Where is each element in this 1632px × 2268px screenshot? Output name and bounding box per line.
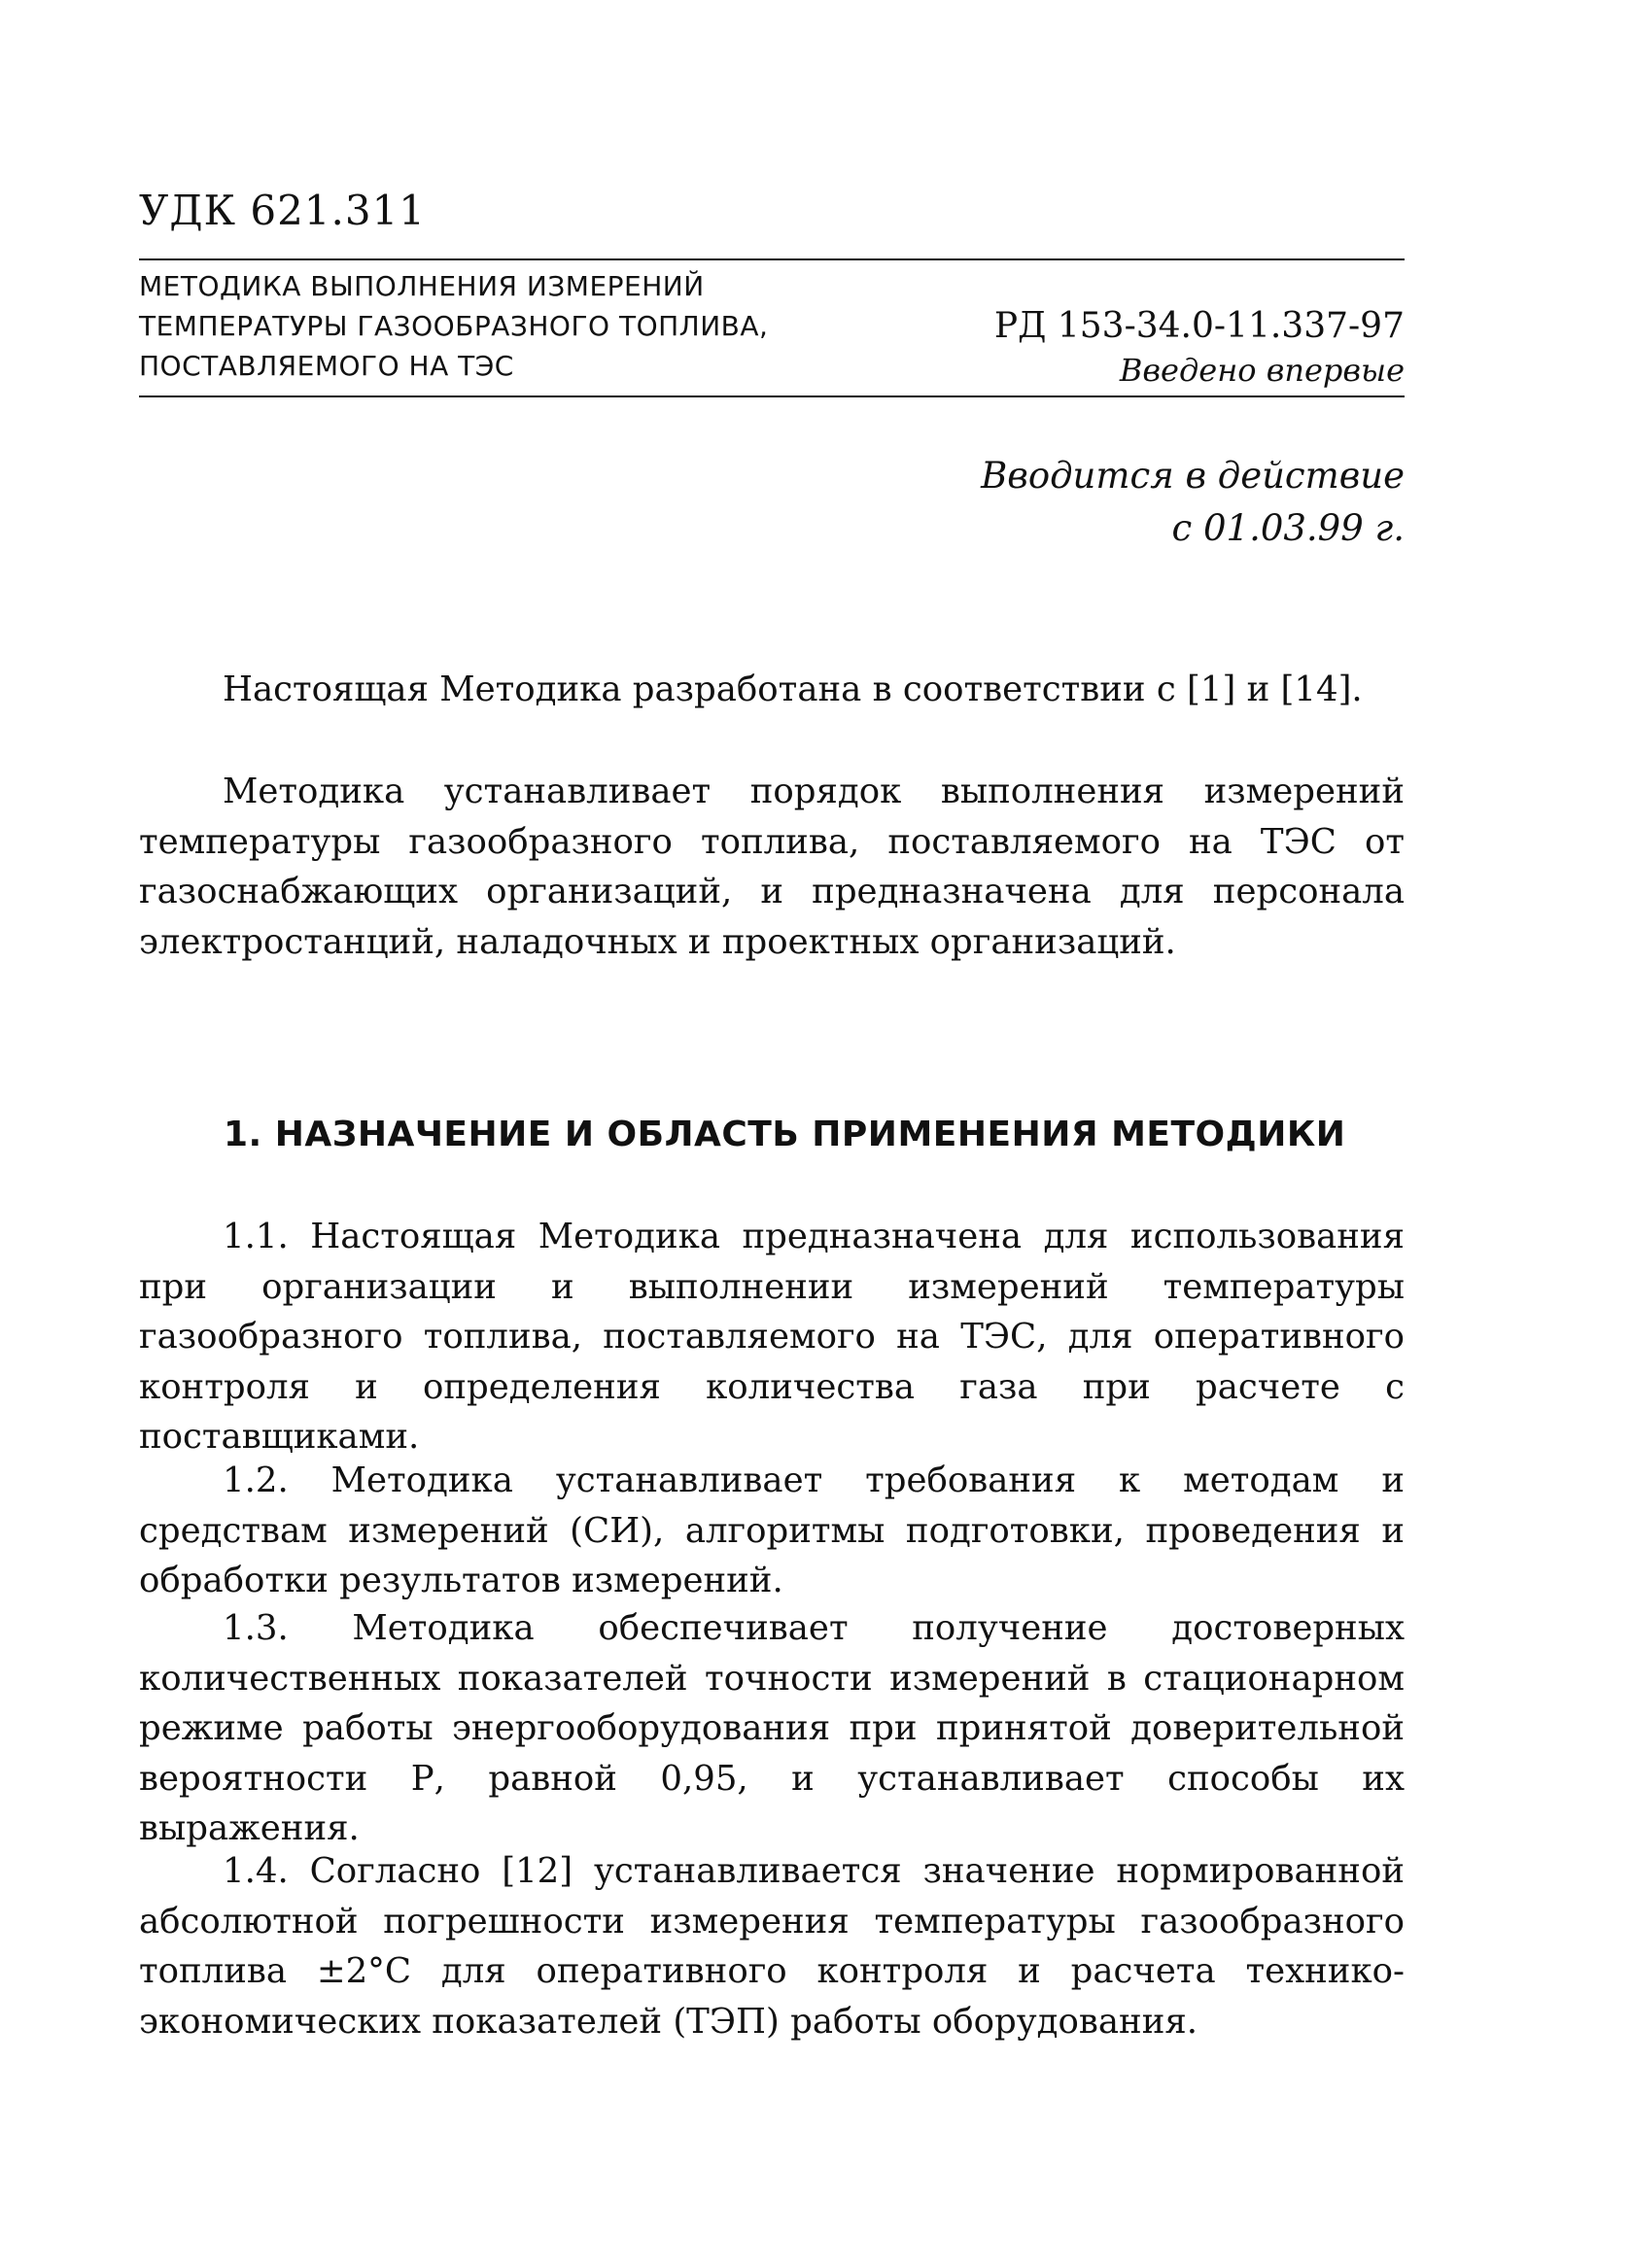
effective-date-block	[981, 450, 1405, 555]
intro-paragraph	[139, 665, 1405, 715]
section-heading: 1. НАЗНАЧЕНИЕ И ОБЛАСТЬ ПРИМЕНЕНИЯ МЕТОДИКИ	[224, 1115, 1346, 1154]
document-title	[139, 266, 768, 386]
intro-paragraph-text: Настоящая Методика разработана в соответствии с [1] и [14].	[223, 670, 1363, 709]
section-paragraph-text: 1.4. Согласно [12] устанавливается значение нормированной абсолютной погрешности измерения температуры газообразного топлива ±2°С для оперативного контроля и расчета технико-экономических показателей (ТЭП) работы оборудования.	[139, 1851, 1405, 2042]
effective-date: с 01.03.99 г.	[1171, 507, 1405, 549]
document-title-line: МЕТОДИКА ВЫПОЛНЕНИЯ ИЗМЕРЕНИЙ	[139, 270, 705, 302]
section-paragraph	[139, 1603, 1405, 1854]
intro-paragraph-text: Методика устанавливает порядок выполнения измерений температуры газообразного топлива, поставляемого на ТЭС от газоснабжающих организаций, и предназначена для персонала электростанций, наладочных и проектных организаций.	[139, 772, 1405, 962]
udc-code: УДК 621.311	[139, 187, 427, 234]
document-title-line: ПОСТАВЛЯЕМОГО НА ТЭС	[139, 350, 514, 382]
document-title-line: ТЕМПЕРАТУРЫ ГАЗООБРАЗНОГО ТОПЛИВА,	[139, 310, 769, 342]
section-paragraph-text: 1.3. Методика обеспечивает получение достоверных количественных показателей точности измерений в стационарном режиме работы энергооборудования при принятой доверительной вероятности Р, равной 0,95, и устанавливает способы их выражения.	[139, 1608, 1405, 1848]
document-code: РД 153-34.0-11.337-97	[993, 306, 1405, 346]
header-top-rule	[139, 258, 1405, 260]
intro-paragraph	[139, 767, 1405, 967]
section-paragraph	[139, 1846, 1405, 2046]
section-paragraph	[139, 1212, 1405, 1462]
document-status: Введено впервые	[1119, 352, 1405, 389]
header-bottom-rule	[139, 395, 1405, 397]
section-paragraph	[139, 1456, 1405, 1606]
section-paragraph-text: 1.2. Методика устанавливает требования к методам и средствам измерений (СИ), алгоритмы подготовки, проведения и обработки результатов измерений.	[139, 1460, 1405, 1600]
effective-label: Вводится в действие	[981, 455, 1405, 497]
section-paragraph-text: 1.1. Настоящая Методика предназначена для использования при организации и выполнении измерений температуры газообразного топлива, поставляемого на ТЭС, для оперативного контроля и определения количества газа при расчете с поставщиками.	[139, 1217, 1405, 1457]
